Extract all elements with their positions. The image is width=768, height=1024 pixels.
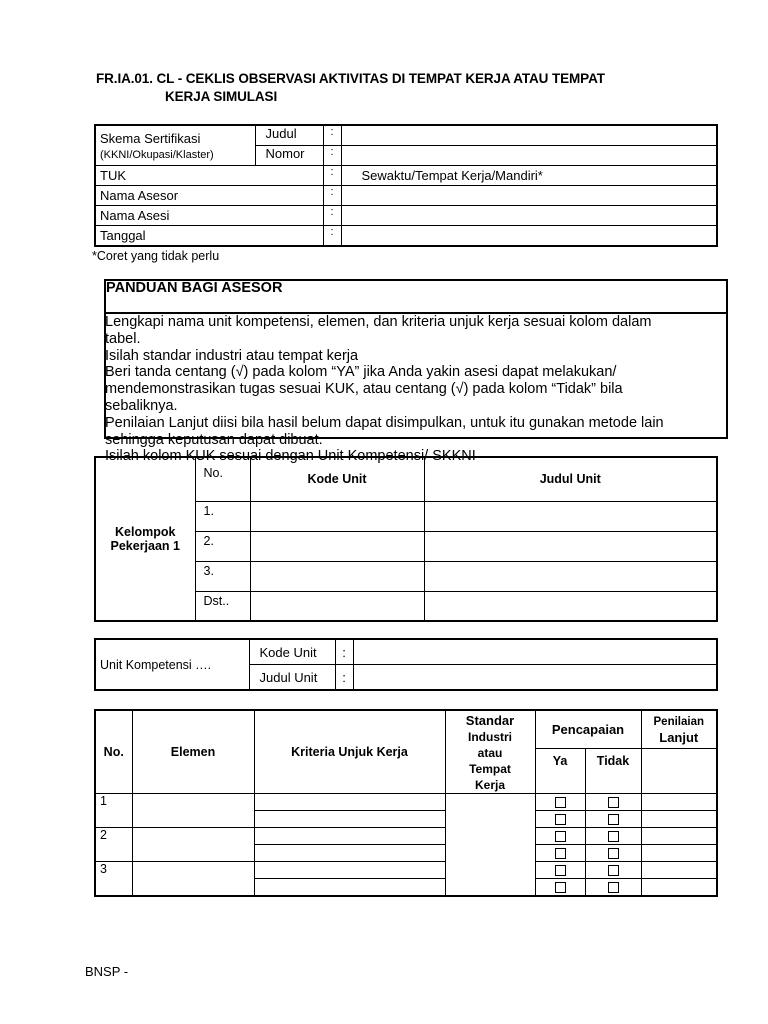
nama-asesor-label: Nama Asesor [95,186,323,206]
tidak-checkbox[interactable] [608,882,619,893]
judul-unit-field[interactable] [353,665,717,691]
penilaian-lanjut-cell[interactable] [641,879,717,896]
penilaian-lanjut-subcell [641,749,717,794]
judul-unit-header: Judul Unit [424,457,717,501]
row-number: Dst.. [195,591,250,621]
panduan-line: sehingga keputusan dapat dibuat. [105,431,323,448]
ya-checkbox[interactable] [555,797,566,808]
penilaian-lanjut-cell[interactable] [641,794,717,811]
kuk-cell[interactable] [254,828,445,845]
tidak-header: Tidak [585,749,641,794]
panduan-title: PANDUAN BAGI ASESOR [106,280,283,296]
tidak-checkbox-cell[interactable] [585,879,641,896]
row-number: 1 [95,794,132,828]
ya-header: Ya [535,749,585,794]
tanggal-label: Tanggal [95,226,323,247]
kelompok-label-line1: Kelompok [115,525,176,539]
row-number: 3 [95,862,132,896]
colon: : [323,166,341,186]
no-header: No. [195,457,250,501]
kuk-cell[interactable] [254,845,445,862]
panduan-line: Beri tanda centang (√) pada kolom “YA” jika Anda yakin asesi dapat melakukan/ [105,364,617,381]
elemen-cell[interactable] [132,828,254,862]
skema-cell [95,125,255,166]
panduan-line: Lengkapi nama unit kompetensi, elemen, dan kriteria unjuk kerja sesuai kolom dalam [105,314,652,330]
panduan-line: mendemonstrasikan tugas sesuai KUK, atau centang (√) pada kolom “Tidak” bila [105,381,623,398]
kuk-cell[interactable] [254,794,445,811]
skema-label: Skema Sertifikasi [100,130,201,146]
tidak-checkbox-cell[interactable] [585,828,641,845]
penilaian-lanjut-cell[interactable] [641,828,717,845]
colon: : [323,206,341,226]
panduan-line: Penilaian Lanjut diisi bila hasil belum dapat disimpulkan, untuk itu gunakan metode lain [105,414,664,431]
kuk-cell[interactable] [254,862,445,879]
tuk-value: Sewaktu/Tempat Kerja/Mandiri* [341,166,717,186]
elemen-cell[interactable] [132,862,254,896]
row-number: 3. [195,561,250,591]
pencapaian-header: Pencapaian [535,710,641,749]
ya-checkbox-cell[interactable] [535,828,585,845]
form-title-line1: FR.IA.01. CL - CEKLIS OBSERVASI AKTIVITAS DI TEMPAT KERJA ATAU TEMPAT [96,71,605,86]
ya-checkbox-cell[interactable] [535,862,585,879]
tidak-checkbox-cell[interactable] [585,794,641,811]
penilaian-header-line: Penilaian [653,716,704,728]
ya-checkbox-cell[interactable] [535,794,585,811]
colon: : [323,226,341,247]
unit-kompetensi-table [94,638,718,691]
nomor-field[interactable] [341,146,717,166]
tidak-checkbox-cell[interactable] [585,845,641,862]
standar-header-line: Kerja [474,778,506,792]
nama-asesi-label: Nama Asesi [95,206,323,226]
ya-checkbox-cell[interactable] [535,879,585,896]
no-header: No. [95,710,132,794]
standar-header-line: Standar [465,713,515,728]
tidak-checkbox[interactable] [608,831,619,842]
colon: : [323,186,341,206]
tanggal-field[interactable] [341,226,717,247]
judul-unit-cell[interactable] [424,501,717,531]
panduan-line: tabel. [105,330,141,347]
tidak-checkbox[interactable] [608,797,619,808]
kelompok-table [94,456,718,622]
panduan-line: sebaliknya. [105,397,178,414]
kuk-cell[interactable] [254,879,445,896]
ya-checkbox[interactable] [555,865,566,876]
penilaian-header-line: Lanjut [659,730,699,745]
kode-unit-field[interactable] [353,639,717,665]
row-number: 2 [95,828,132,862]
info-table [94,124,718,247]
judul-label: Judul [255,125,323,146]
panduan-text [105,314,725,465]
ya-checkbox-cell[interactable] [535,845,585,862]
kode-unit-cell[interactable] [250,531,424,561]
ya-checkbox[interactable] [555,831,566,842]
tidak-checkbox[interactable] [608,848,619,859]
nama-asesi-field[interactable] [341,206,717,226]
row-number: 1. [195,501,250,531]
panduan-line: Isilah standar industri atau tempat kerja [105,347,359,364]
ya-checkbox-cell[interactable] [535,811,585,828]
colon: : [323,146,341,166]
standar-cell[interactable] [445,794,535,896]
footer-text: BNSP - [85,964,129,979]
standar-header-line: Tempat [469,762,511,776]
colon: : [335,639,353,665]
kode-unit-cell[interactable] [250,501,424,531]
penilaian-lanjut-header [641,710,717,749]
kelompok-label-line2: Pekerjaan 1 [110,539,180,553]
skema-sublabel: (KKNI/Okupasi/Klaster) [100,148,214,161]
standar-header-line: atau [477,746,503,760]
kuk-header: Kriteria Unjuk Kerja [254,710,445,794]
nomor-label: Nomor [255,146,323,166]
row-number: 2. [195,531,250,561]
elemen-header: Elemen [132,710,254,794]
judul-unit-cell[interactable] [424,591,717,621]
kuk-cell[interactable] [254,811,445,828]
standar-header [445,710,535,794]
footnote: *Coret yang tidak perlu [92,249,220,263]
kode-unit-label: Kode Unit [249,639,335,665]
penilaian-lanjut-cell[interactable] [641,845,717,862]
standar-header-line: Industri [468,730,512,744]
judul-unit-label: Judul Unit [249,665,335,691]
penilaian-lanjut-cell[interactable] [641,862,717,879]
judul-field[interactable] [341,125,717,146]
tidak-checkbox-cell[interactable] [585,811,641,828]
ya-checkbox[interactable] [555,848,566,859]
form-title-line2: KERJA SIMULASI [165,89,278,104]
colon: : [335,665,353,691]
panduan-line: Isilah kolom KUK sesuai dengan Unit Kompetensi/ SKKNI [105,448,476,465]
unit-kompetensi-label: Unit Kompetensi …. [95,639,249,690]
kode-unit-header: Kode Unit [250,457,424,501]
tidak-checkbox[interactable] [608,865,619,876]
tuk-label: TUK [95,166,323,186]
nama-asesor-field[interactable] [341,186,717,206]
kode-unit-cell[interactable] [250,561,424,591]
form-title [96,70,605,106]
tidak-checkbox[interactable] [608,814,619,825]
colon: : [323,125,341,146]
ya-checkbox[interactable] [555,882,566,893]
kelompok-label [95,457,195,621]
penilaian-lanjut-cell[interactable] [641,811,717,828]
judul-unit-cell[interactable] [424,561,717,591]
judul-unit-cell[interactable] [424,531,717,561]
kode-unit-cell[interactable] [250,591,424,621]
elemen-cell[interactable] [132,794,254,828]
ya-checkbox[interactable] [555,814,566,825]
observation-table [94,709,718,897]
tidak-checkbox-cell[interactable] [585,862,641,879]
